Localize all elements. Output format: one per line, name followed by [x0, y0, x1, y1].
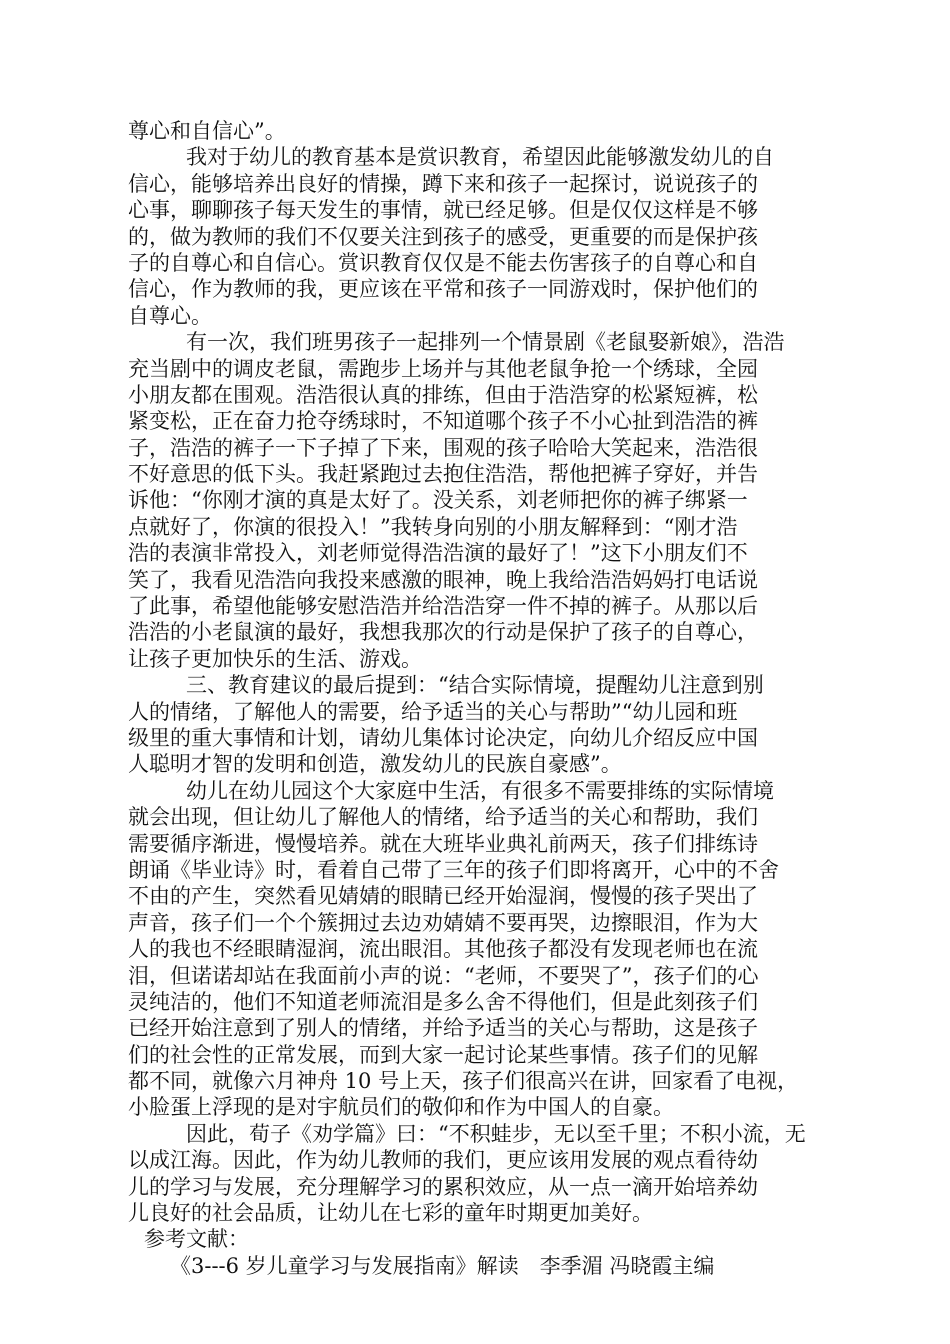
text-line: 尊心和自信心”。	[128, 119, 286, 143]
text-line: 子的自尊心和自信心。赏识教育仅仅是不能去伤害孩子的自尊心和自	[128, 250, 758, 275]
text-line: 让孩子更加快乐的生活、游戏。	[128, 646, 422, 671]
text-line: 了此事，希望他能够安慰浩浩并给浩浩穿一件不掉的裤子。从那以后	[128, 594, 758, 619]
text-line: 心事，聊聊孩子每天发生的事情，就已经足够。但是仅仅这样是不够	[128, 198, 758, 223]
text-line: 人聪明才智的发明和创造，激发幼儿的民族自豪感”。	[128, 752, 622, 777]
text-line: 笑了，我看见浩浩向我投来感激的眼神，晚上我给浩浩妈妈打电话说	[128, 567, 758, 592]
document-body	[128, 118, 820, 1279]
text-line: 以成江海。因此，作为幼儿教师的我们，更应该用发展的观点看待幼	[128, 1148, 758, 1173]
text-line: 自尊心。	[128, 303, 212, 328]
paragraph-first-line: 有一次，我们班男孩子一起排列一个情景剧《老鼠娶新娘》，浩浩	[186, 330, 785, 355]
text-line: 浩的表演非常投入，刘老师觉得浩浩演的最好了！”这下小朋友们不	[128, 541, 748, 566]
text-line: 声音，孩子们一个个簇拥过去边劝婧婧不要再哭，边擦眼泪，作为大	[128, 910, 758, 935]
text-line: 点就好了，你演的很投入！”我转身向别的小朋友解释到：“刚才浩	[128, 514, 738, 539]
text-line: 的，做为教师的我们不仅要关注到孩子的感受，更重要的而是保护孩	[128, 224, 758, 249]
text-line: 们的社会性的正常发展，而到大家一起讨论某些事情。孩子们的见解	[128, 1042, 758, 1067]
text-line: 人的情绪，了解他人的需要，给予适当的关心与帮助”“幼儿园和班	[128, 699, 738, 724]
paragraph-first-line: 幼儿在幼儿园这个大家庭中生活，有很多不需要排练的实际情境	[186, 778, 774, 803]
text-line: 都不同，就像六月神舟 10 号上天，孩子们很高兴在讲，回家看了电视，	[128, 1069, 799, 1094]
text-line: 灵纯洁的，他们不知道老师流泪是多么舍不得他们，但是此刻孩子们	[128, 989, 758, 1014]
paragraph-first-line: 因此，荀子《劝学篇》曰：“不积蛙步，无以至千里；不积小流，无	[186, 1121, 806, 1146]
reference-item: 《3---6 岁儿童学习与发展指南》解读 李季湄 冯晓霞主编	[170, 1253, 715, 1278]
text-line: 级里的重大事情和计划，请幼儿集体讨论决定，向幼儿介绍反应中国	[128, 725, 758, 750]
text-line: 已经开始注意到了别人的情绪，并给予适当的关心与帮助，这是孩子	[128, 1016, 758, 1041]
text-line: 儿良好的社会品质，让幼儿在七彩的童年时期更加美好。	[128, 1201, 653, 1226]
text-line: 就会出现，但让幼儿了解他人的情绪，给予适当的关心和帮助，我们	[128, 805, 758, 830]
text-line: 浩浩的小老鼠演的最好，我想我那次的行动是保护了孩子的自尊心，	[128, 620, 758, 645]
text-line: 需要循序渐进，慢慢培养。就在大班毕业典礼前两天，孩子们排练诗	[128, 831, 758, 856]
paragraph-first-line: 我对于幼儿的教育基本是赏识教育，希望因此能够激发幼儿的自	[186, 145, 774, 170]
text-line: 泪，但诺诺却站在我面前小声的说：“老师，不要哭了”，孩子们的心	[128, 963, 759, 988]
text-line: 不好意思的低下头。我赶紧跑过去抱住浩浩，帮他把裤子穿好，并告	[128, 462, 758, 487]
text-line: 人的我也不经眼睛湿润，流出眼泪。其他孩子都没有发现老师也在流	[128, 937, 758, 962]
text-line: 诉他：“你刚才演的真是太好了。没关系，刘老师把你的裤子绑紧一	[128, 488, 748, 513]
text-line: 信心，能够培养出良好的情操，蹲下来和孩子一起探讨，说说孩子的	[128, 171, 758, 196]
text-line: 小朋友都在围观。浩浩很认真的排练，但由于浩浩穿的松紧短裤，松	[128, 382, 758, 407]
text-line: 不由的产生，突然看见婧婧的眼睛已经开始湿润，慢慢的孩子哭出了	[128, 884, 758, 909]
paragraph-first-line: 三、教育建议的最后提到：“结合实际情境，提醒幼儿注意到别	[186, 673, 764, 698]
text-line: 紧变松，正在奋力抢夺绣球时，不知道哪个孩子不小心扯到浩浩的裤	[128, 409, 758, 434]
text-line: 信心，作为教师的我，更应该在平常和孩子一同游戏时，保护他们的	[128, 277, 758, 302]
text-line: 儿的学习与发展，充分理解学习的累积效应，从一点一滴开始培养幼	[128, 1174, 758, 1199]
text-line: 小脸蛋上浮现的是对宇航员们的敬仰和作为中国人的自豪。	[128, 1095, 674, 1120]
text-line: 朗诵《毕业诗》时，看着自己带了三年的孩子们即将离开，心中的不舍	[128, 857, 779, 882]
text-line: 子，浩浩的裤子一下子掉了下来，围观的孩子哈哈大笑起来，浩浩很	[128, 435, 758, 460]
text-line: 充当剧中的调皮老鼠，需跑步上场并与其他老鼠争抢一个绣球，全园	[128, 356, 758, 381]
references-heading: 参考文献：	[144, 1227, 249, 1252]
